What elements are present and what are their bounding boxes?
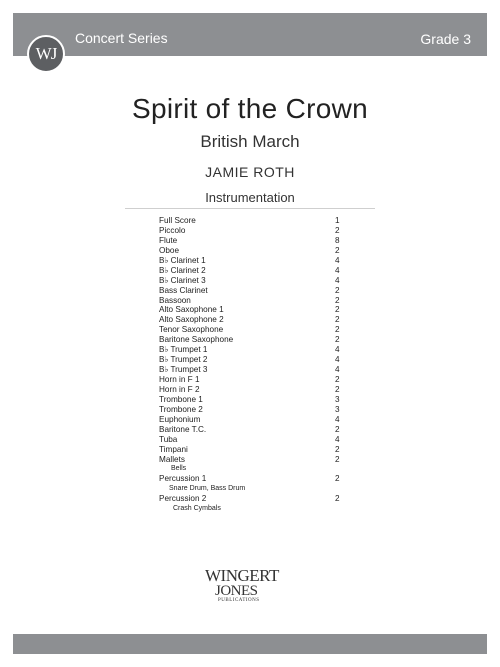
instrument-row: [159, 395, 349, 405]
instrument-row: [159, 286, 349, 296]
piece-title: Spirit of the Crown: [131, 93, 369, 124]
instrumentation-heading: Instrumentation: [205, 190, 295, 205]
instrument-count: 2: [335, 305, 340, 315]
instrument-count: 1: [335, 216, 340, 225]
instrument-count: 2: [335, 285, 340, 295]
instrument-count: 3: [335, 404, 340, 414]
instrument-count: 2: [335, 384, 340, 394]
instrumentation-list: [159, 216, 349, 514]
instrument-note: Bells: [171, 465, 187, 473]
instrument-row: [159, 325, 349, 335]
instrument-name: B♭ Clarinet 1: [159, 255, 206, 265]
instrument-row: [159, 335, 349, 345]
instrument-count: 2: [335, 375, 340, 384]
instrument-name: Full Score: [159, 216, 196, 225]
instrument-name: Baritone Saxophone: [159, 335, 234, 345]
instrument-count: 2: [335, 315, 340, 325]
instrument-count: 4: [335, 414, 340, 424]
footer-band: [13, 634, 487, 654]
instrument-count: 4: [335, 255, 340, 265]
instrument-row: [159, 315, 349, 325]
instrument-count: 4: [335, 434, 340, 444]
instrument-name: Timpani: [159, 444, 188, 454]
instrument-count: 2: [335, 454, 340, 464]
publisher-logo-line1: WINGERT: [205, 566, 279, 585]
instrument-count: 4: [335, 345, 340, 355]
series-label: Concert Series: [75, 30, 168, 46]
instrument-note-row: [159, 464, 349, 474]
instrument-note: Crash Cymbals: [173, 505, 221, 513]
instrument-row: [159, 305, 349, 315]
instrument-name: Tuba: [159, 434, 178, 444]
instrument-name: Horn in F 1: [159, 375, 200, 384]
instrument-row: [159, 425, 349, 435]
grade-label: Grade 3: [420, 31, 471, 47]
instrument-count: 8: [335, 235, 340, 245]
instrument-row: [159, 256, 349, 266]
instrument-name: Percussion 2: [159, 494, 207, 504]
instrument-name: Baritone T.C.: [159, 424, 207, 434]
instrument-row: [159, 474, 349, 484]
instrument-count: 2: [335, 245, 340, 255]
publisher-logo: [205, 566, 291, 606]
instrument-row: [159, 246, 349, 256]
instrument-count: 4: [335, 275, 340, 285]
instrument-name: Trombone 1: [159, 394, 203, 404]
instrument-count: 2: [335, 444, 340, 454]
instrument-row: [159, 226, 349, 236]
instrument-count: 4: [335, 265, 340, 275]
instrument-name: Alto Saxophone 2: [159, 315, 224, 325]
wj-logo-badge: WJ: [27, 35, 65, 73]
instrument-row: [159, 216, 349, 226]
instrument-row: [159, 355, 349, 365]
instrument-row: [159, 405, 349, 415]
instrument-name: B♭ Clarinet 3: [159, 275, 206, 285]
instrument-count: 4: [335, 365, 340, 375]
instrument-count: 2: [335, 494, 340, 504]
instrument-name: Trombone 2: [159, 404, 203, 414]
instrument-name: Bass Clarinet: [159, 285, 208, 295]
instrument-row: [159, 415, 349, 425]
heading-divider: [125, 208, 375, 209]
instrument-name: Mallets: [159, 454, 185, 464]
instrument-name: B♭ Trumpet 3: [159, 365, 208, 375]
instrument-note-row: [159, 484, 349, 494]
instrument-count: 2: [335, 335, 340, 345]
instrument-row: [159, 455, 349, 465]
instrument-row: [159, 365, 349, 375]
instrument-row: [159, 494, 349, 504]
instrument-row: [159, 276, 349, 286]
instrument-name: Alto Saxophone 1: [159, 305, 224, 315]
instrument-note-row: [159, 504, 349, 514]
instrument-count: 2: [335, 424, 340, 434]
instrument-row: [159, 236, 349, 246]
instrument-name: Oboe: [159, 245, 180, 255]
instrument-row: [159, 385, 349, 395]
instrument-name: Horn in F 2: [159, 384, 200, 394]
instrument-name: Euphonium: [159, 414, 201, 424]
instrument-count: 2: [335, 225, 340, 235]
instrument-name: B♭ Trumpet 1: [159, 345, 208, 355]
instrument-name: Tenor Saxophone: [159, 325, 224, 335]
instrument-name: Percussion 1: [159, 474, 207, 484]
instrument-name: B♭ Clarinet 2: [159, 265, 206, 275]
instrument-row: [159, 345, 349, 355]
instrument-note: Snare Drum, Bass Drum: [169, 485, 246, 493]
instrument-count: 2: [335, 325, 340, 335]
header-band: [13, 13, 487, 56]
instrument-row: [159, 266, 349, 276]
instrument-count: 4: [335, 355, 340, 365]
instrument-row: [159, 296, 349, 306]
instrument-name: B♭ Trumpet 2: [159, 355, 208, 365]
instrument-count: 2: [335, 474, 340, 484]
instrument-name: Piccolo: [159, 225, 186, 235]
composer-name: JAMIE ROTH: [205, 164, 295, 180]
publisher-logo-line3: PUBLICATIONS: [218, 598, 260, 603]
instrument-row: [159, 435, 349, 445]
instrument-count: 2: [335, 295, 340, 305]
instrument-row: [159, 445, 349, 455]
instrument-name: Bassoon: [159, 295, 191, 305]
instrument-row: [159, 375, 349, 385]
publisher-logo-line2: JONES: [215, 583, 258, 599]
instrument-count: 3: [335, 394, 340, 404]
piece-subtitle: British March: [200, 132, 300, 151]
score-cover: [13, 13, 487, 654]
instrument-name: Flute: [159, 235, 178, 245]
